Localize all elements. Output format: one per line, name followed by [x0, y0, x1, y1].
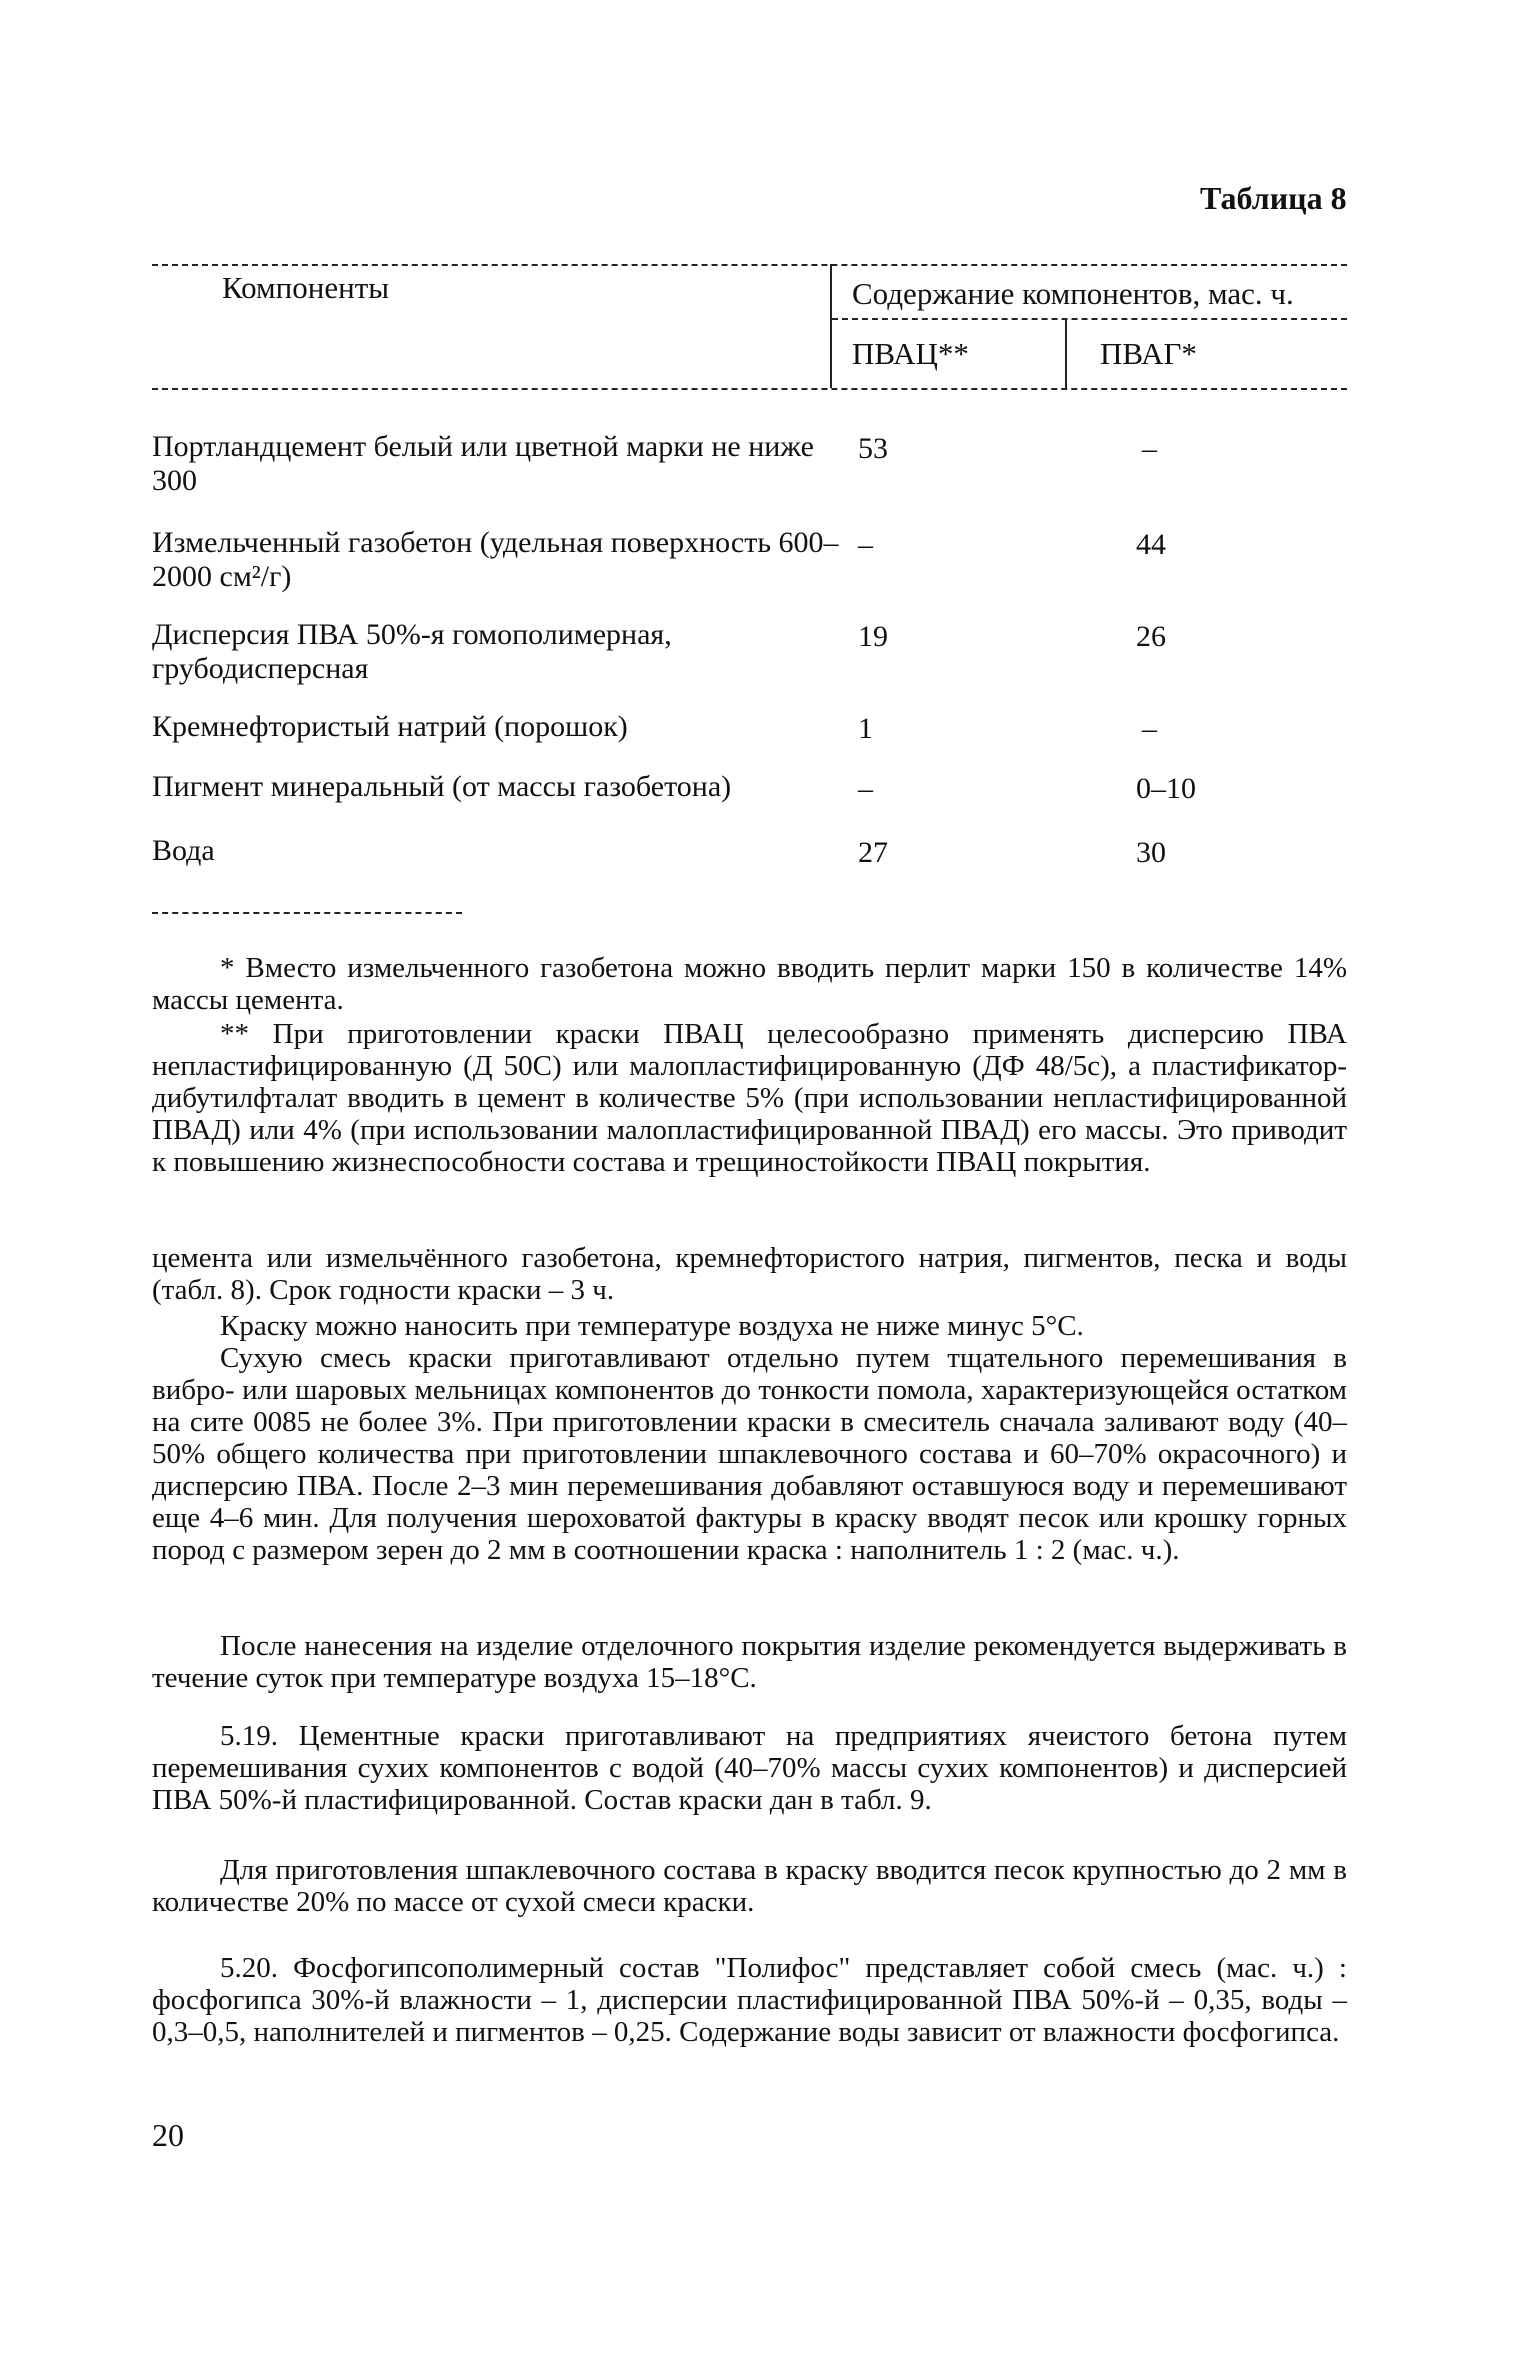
footnote-1: * Вместо измельченного газобетона можно вводить перлит марки 150 в количестве 14% массы цемента.: [152, 952, 1347, 1016]
paragraph: Краску можно наносить при температуре воздуха не ниже минус 5°С.: [220, 1310, 1084, 1342]
table-cell-pvac: 53: [858, 432, 888, 465]
table-cell-pvag: 0–10: [1136, 772, 1196, 805]
table-row-label: Дисперсия ПВА 50%-я гомополимерная, грубодисперсная: [152, 618, 672, 685]
table-cell-pvac: –: [858, 772, 873, 805]
paragraph: Сухую смесь краски приготавливают отдельно путем тщательного перемешивания в вибро- или шаровых мельницах компонентов до тонкости помола, характеризующейся остатком на сите 0085 не более 3%. При приготовлении краски в смеситель сначала заливают воду (40–50% общего количества при приготовлении шпаклевочного состава и 60–70% окрасочного) и дисперсию ПВА. После 2–3 мин перемешивания добавляют оставшуюся воду и перемешивают еще 4–6 мин. Для получения шероховатой фактуры в краску вводят песок или крошку горных пород с размером зерен до 2 мм в соотношении краска : наполнитель 1 : 2 (мас. ч.).: [152, 1342, 1347, 1566]
table-header-mid-rule: [832, 318, 1347, 320]
table-subheader-divider: [1065, 318, 1067, 388]
paragraph: После нанесения на изделие отделочного покрытия изделие рекомендуется выдерживать в течение суток при температуре воздуха 15–18°С.: [152, 1630, 1347, 1694]
table-cell-pvac: –: [858, 528, 873, 561]
header-pvag: ПВАГ*: [1100, 336, 1197, 371]
table-title: Таблица 8: [1200, 180, 1347, 216]
table-cell-pvac: 1: [858, 712, 873, 745]
header-pvac: ПВАЦ**: [852, 336, 969, 371]
table-cell-pvag: 30: [1136, 836, 1166, 869]
paragraph: 5.20. Фосфогипсополимерный состав "Полифос" представляет собой смесь (мас. ч.) : фосфогипса 30%-й влажности – 1, дисперсии пластифицированной ПВА 50%-й – 0,35, воды – 0,3–0,5, наполнителей и пигментов – 0,25. Содержание воды зависит от влажности фосфогипса.: [152, 1952, 1347, 2048]
header-content: Содержание компонентов, мас. ч.: [852, 276, 1294, 311]
table-row-label: Пигмент минеральный (от массы газобетона): [152, 770, 732, 803]
footnote-2: ** При приготовлении краски ПВАЦ целесообразно применять дисперсию ПВА непластифицированную (Д 50С) или малопластифицированную (ДФ 48/5с), а пластификатор-дибутилфталат вводить в цемент в количестве 5% (при использовании непластифицированной ПВАД) или 4% (при использовании малопластифицированной ПВАД) его массы. Это приводит к повышению жизнеспособности состава и трещиностойкости ПВАЦ покрытия.: [152, 1018, 1347, 1178]
table-top-rule: [152, 264, 1347, 266]
table-header-divider: [830, 264, 832, 388]
paragraph: цемента или измельчённого газобетона, кремнефтористого натрия, пигментов, песка и воды (табл. 8). Срок годности краски – 3 ч.: [152, 1242, 1347, 1306]
table-cell-pvag: –: [1142, 432, 1157, 465]
table-header-bottom-rule: [152, 388, 1347, 390]
header-components: Компоненты: [222, 270, 390, 305]
table-row-label: Портландцемент белый или цветной марки не ниже 300: [152, 430, 814, 497]
table-cell-pvag: 44: [1136, 528, 1166, 561]
table-row-label: Кремнефтористый натрий (порошок): [152, 710, 628, 743]
table-cell-pvag: 26: [1136, 620, 1166, 653]
table-cell-pvac: 19: [858, 620, 888, 653]
paragraph: 5.19. Цементные краски приготавливают на предприятиях ячеистого бетона путем перемешивания сухих компонентов с водой (40–70% массы сухих компонентов) и дисперсией ПВА 50%-й пластифицированной. Состав краски дан в табл. 9.: [152, 1720, 1347, 1816]
footnote-separator: [152, 912, 462, 914]
table-cell-pvag: –: [1142, 712, 1157, 745]
table-row-label: Измельченный газобетон (удельная поверхность 600–2000 см²/г): [152, 526, 839, 593]
table-row-label: Вода: [152, 834, 215, 867]
table-cell-pvac: 27: [858, 836, 888, 869]
page-number: 20: [152, 2117, 184, 2153]
paragraph: Для приготовления шпаклевочного состава в краску вводится песок крупностью до 2 мм в количестве 20% по массе от сухой смеси краски.: [152, 1854, 1347, 1918]
